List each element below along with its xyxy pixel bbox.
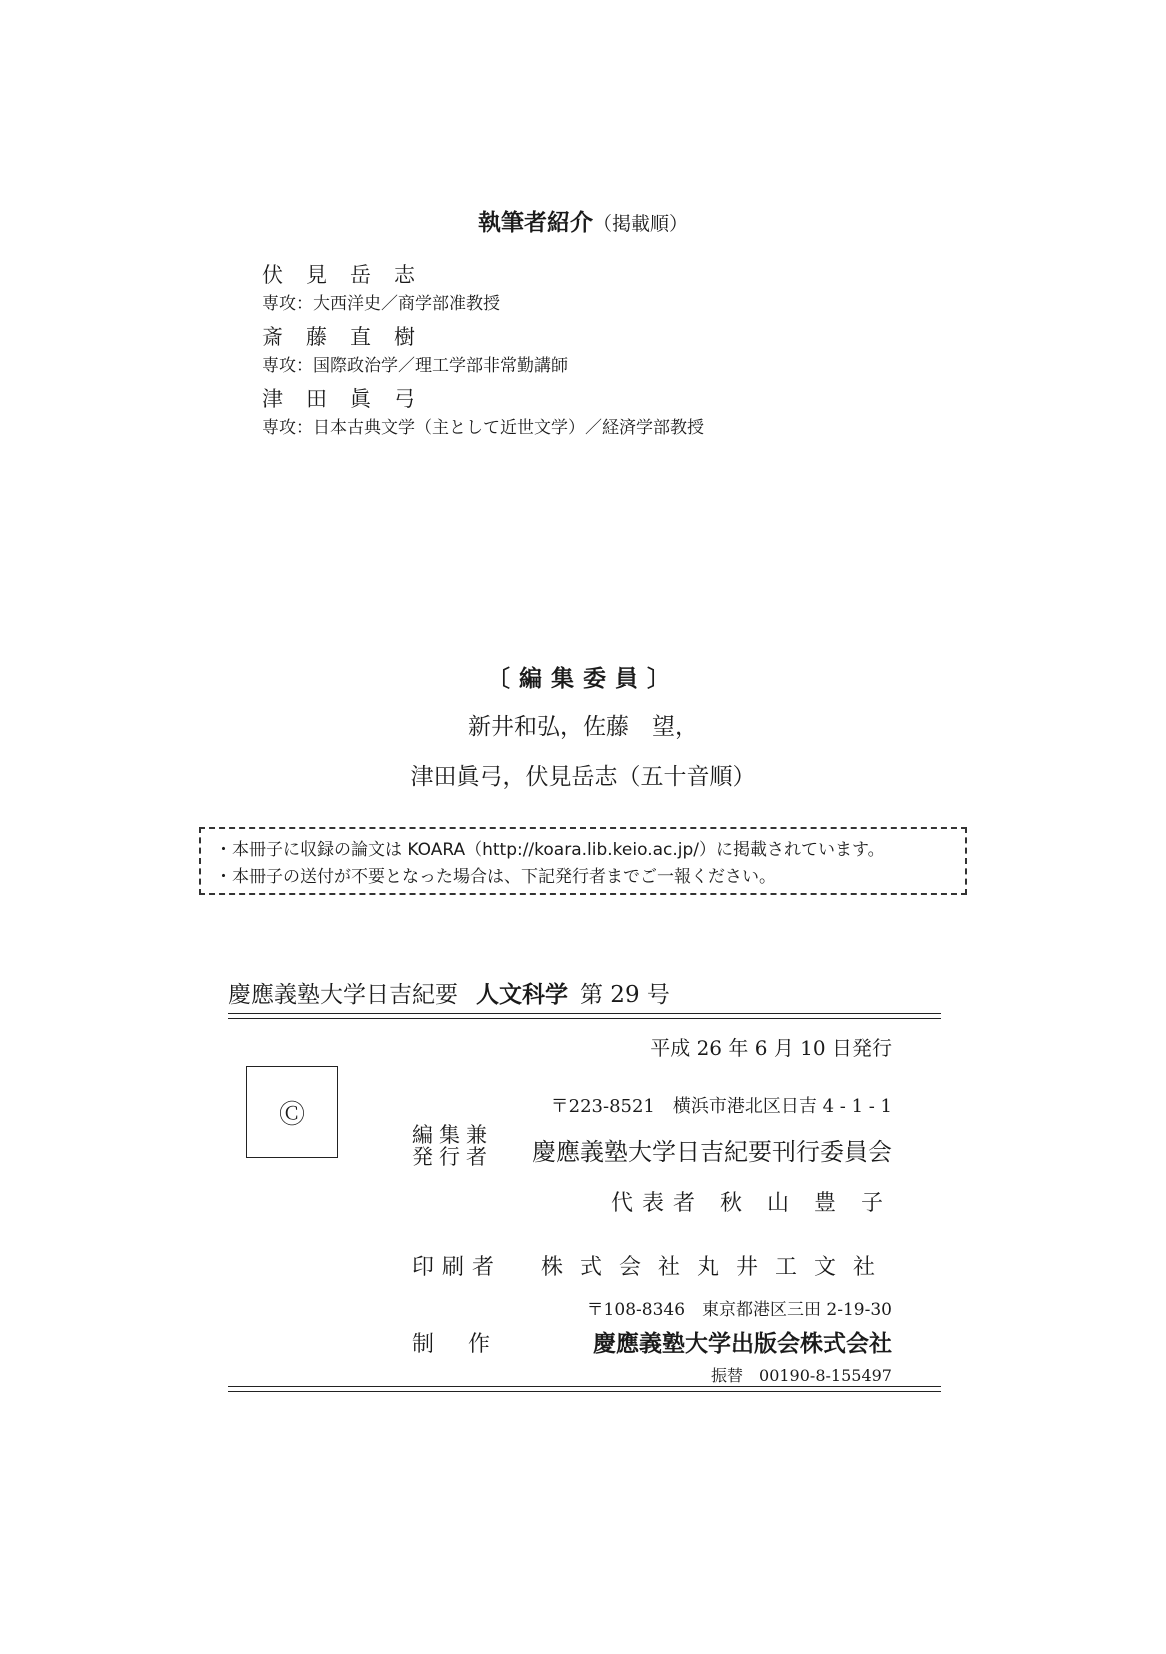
divider <box>228 1386 941 1387</box>
producer-address: 〒108-8346 東京都港区三田 2-19-30 <box>586 1300 892 1320</box>
divider <box>228 1018 941 1019</box>
producer-name: 慶應義塾大学出版会株式会社 <box>593 1331 892 1357</box>
divider <box>228 1013 941 1014</box>
editorial-board-title: 〔編集委員〕 <box>487 666 679 692</box>
author-name: 津田眞弓 <box>262 387 438 411</box>
copyright-mark: Ⓒ <box>278 1099 305 1130</box>
editorial-board-members-1: 新井和弘，佐藤 望， <box>468 714 698 740</box>
producer-label: 制作 <box>412 1332 525 1357</box>
author-name: 斎藤直樹 <box>262 325 438 349</box>
divider <box>228 1391 941 1392</box>
contributors-heading <box>0 204 1166 237</box>
publisher-name: 慶應義塾大学日吉紀要刊行委員会 <box>532 1138 892 1166</box>
colophon-heading <box>228 976 670 1009</box>
copyright-box <box>246 1066 338 1158</box>
journal-subject: 人文科学 <box>476 982 568 1008</box>
publisher-address: 〒223-8521 横浜市港北区日吉 4 - 1 - 1 <box>550 1096 892 1117</box>
journal-issue: 第 29 号 <box>580 982 670 1008</box>
contributors-title: 執筆者紹介 <box>477 210 593 236</box>
journal-name: 慶應義塾大学日吉紀要 <box>228 982 458 1008</box>
notice-line: ・本冊子に収録の論文は KOARA（http://koara.lib.keio.ac.jp/）に掲載されています。 <box>215 840 885 860</box>
representative: 代表者 秋 山 豊 子 <box>611 1191 892 1216</box>
printer-label: 印刷者 <box>412 1255 503 1280</box>
notice-line: ・本冊子の送付が不要となった場合は、下記発行者までご一報ください。 <box>215 867 776 887</box>
author-detail: 専攻：国際政治学／理工学部非常勤講師 <box>262 356 568 376</box>
contributors-subtitle: （掲載順） <box>592 213 688 235</box>
publication-date: 平成 26 年 6 月 10 日発行 <box>650 1036 892 1060</box>
author-detail: 専攻：日本古典文学（主として近世文学）／経済学部教授 <box>262 418 704 438</box>
editorial-board-members-2: 津田眞弓，伏見岳志（五十音順） <box>410 764 756 790</box>
publisher-label: 編集兼 <box>412 1123 493 1147</box>
printer-name: 株式会社丸井工文社 <box>540 1255 892 1280</box>
author-detail: 専攻：大西洋史／商学部准教授 <box>262 294 500 314</box>
notice-box <box>199 827 967 895</box>
author-name: 伏見岳志 <box>262 263 438 287</box>
transfer-account: 振替 00190-8-155497 <box>711 1366 892 1385</box>
publisher-label: 発行者 <box>412 1145 493 1169</box>
